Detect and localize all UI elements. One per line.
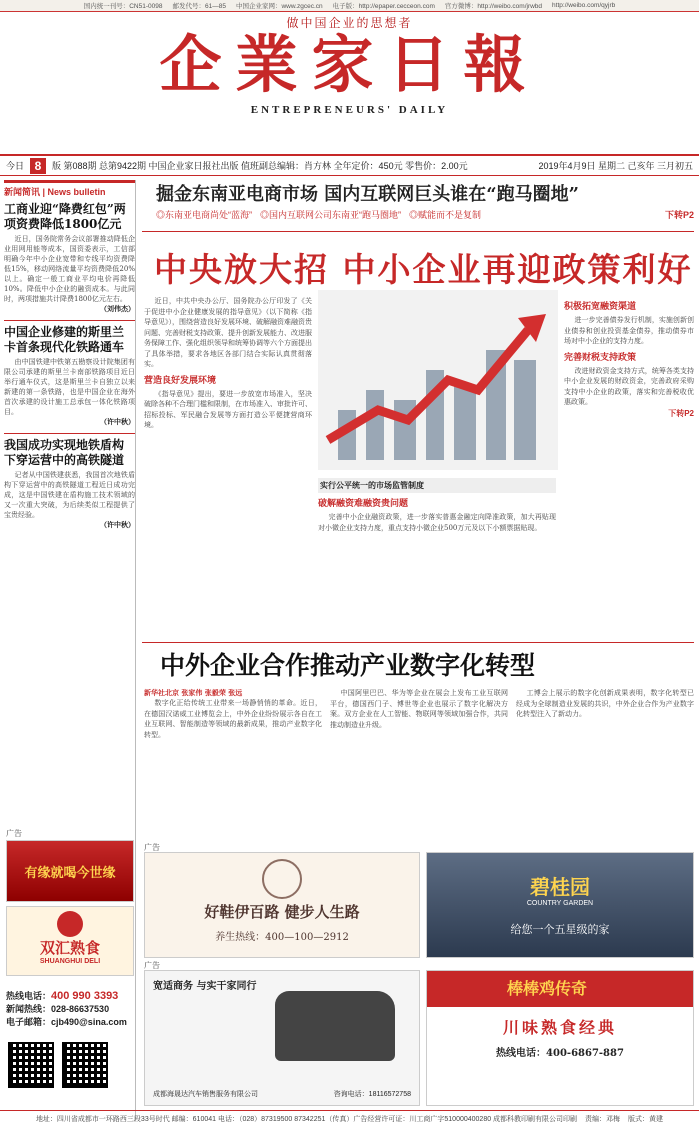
teaser-link[interactable]: ◎赋能而不是复制 [409,210,482,220]
ad-label: 广告 [6,829,22,838]
lead-col-1 [144,296,312,636]
topbar-item[interactable]: http://weibo.com/qyjrb [552,2,616,9]
shoe-ad-phone[interactable]: 养生热线：400—100—2912 [215,932,349,943]
email-address[interactable]: cjb490@sina.com [51,1017,127,1027]
lead-paragraph: 进一步完善债券发行机制，实施创新创业债券和创业投资基金债券，推动债券市场对中小企业的支持力度。 [564,316,694,345]
second-paragraph: 工博会上展示的数字化创新成果表明，数字化转型已经成为全球制造业发展的共识，中外企业合作为产业数字化转型注入了新动力。 [516,689,694,718]
teaser-link[interactable]: ◎东南亚电商尚处“蓝海” [156,210,253,220]
teaser-page-ref[interactable]: 下转P2 [664,210,694,220]
newspaper-title: 企業家日報 [159,28,540,101]
lead-subhead: 积极拓宽融资渠道 [564,302,637,312]
food-slogan: 川味熟食经典 [502,1018,617,1037]
issue-date: 2019年4月9日 星期二 己亥年 三月初五 [538,161,693,171]
newsline-number[interactable]: 028-86637530 [51,1004,110,1014]
car-ad[interactable] [144,970,420,1106]
article-author: （刘伟杰） [100,304,135,313]
email-label: 电子邮箱： [6,1017,52,1027]
newspaper-title-en: ENTREPRENEURS' DAILY [250,104,449,116]
article-title[interactable]: 工商业迎“降费红包”两项资费降低1800亿元 [4,202,126,231]
page-number-badge: 8 [30,158,46,174]
bangbangji-ad[interactable] [426,970,694,1106]
topbar-item: 邮发代号：61—85 [172,3,226,10]
lead-page-ref[interactable]: 下转P2 [668,408,694,418]
news-bulletin-column [4,180,136,1120]
article-author: （许中秋） [100,520,135,529]
second-story-body [144,688,694,838]
food-phone[interactable]: 热线电话：400-6867-887 [496,1048,624,1059]
section-header: 新闻简讯 | News bulletin [4,180,135,198]
qr-code-icon[interactable] [62,1042,108,1088]
second-headline[interactable]: 中外企业合作推动产业数字化转型 [160,651,536,680]
today-label: 今日 [6,161,25,171]
hotline-label: 热线电话： [6,991,52,1001]
shoe-ad-title: 好鞋伊百路 健步人生路 [204,903,360,921]
contact-info [6,990,134,1029]
lead-subhead: 营造良好发展环境 [144,375,217,386]
qr-code-icon[interactable] [8,1042,54,1088]
ad-brand-en: SHUANGHUI DELI [39,958,101,965]
qr-codes [8,1042,108,1088]
divider [142,642,694,643]
jinshiyuan-ad[interactable] [6,840,134,902]
lead-paragraph: 《指导意见》提出，要进一步放宽市场准入，坚决破除各种不合理门槛和限制，在市场准入、审批许可、招标投标、军民融合发展等方面打造公平便捷营商环境。 [144,389,312,429]
issue-details: 版 第088期 总第9422期 中国企业家日报社出版 值班副总编辑：肖方林 全年定价：450元 零售价：2.00元 [52,161,468,171]
footer [0,1110,699,1126]
teaser-box [142,182,694,232]
newsline-label: 新闻热线： [6,1004,52,1014]
footer-text: 地址：四川省成都市一环路西三段33号时代 邮编：610041 电话：（028）87319500 87342251（传真）广告经营许可证：川工商广字510000400280 成都科教印刷有限公司印刷 [35,1115,578,1123]
article-body: 记者从中国铁建获悉，我国首次地铁盾构下穿运营中的高铁隧道工程近日成功完成，这是中国铁建在盾构施工技术领域的又一次重大突破，为后续类似工程提供了宝贵经验。 [4,471,135,519]
teaser-link[interactable]: ◎国内互联网公司东南亚“跑马圈地” [260,210,402,220]
shuanghui-logo-icon [57,911,83,937]
bulletin-article [4,433,135,530]
lead-col-3 [564,296,694,636]
country-garden-ad[interactable] [426,852,694,958]
lead-headline[interactable]: 中央放大招 中小企业再迎政策利好 [154,250,693,289]
lead-paragraph: 改进财政资金支持方式，统筹各类支持中小企业发展的财政资金，完善政府采购支持中小企业的政策，落实和完善税收优惠政策。 [564,366,694,406]
lead-paragraph: 近日，中共中央办公厅、国务院办公厅印发了《关于促进中小企业健康发展的指导意见》（以下简称《指导意见》），围绕营造良好发展环境、破解融资难融资贵问题、完善财税支持政策、提升创新发展能力、改进服务保障工作、强化组织领导和统筹协调等六个方面提出了具体举措，要求各地区各部门结合实际认真贯彻落实。 [144,297,312,368]
car-phone[interactable]: 咨询电话：18116572758 [333,1091,411,1098]
growth-arrow-illustration [318,290,558,470]
lead-subhead: 完善财税支持政策 [564,352,637,363]
article-body: 近日，国务院常务会议部署推动降低企业用网用能等成本，国资委表示，工信部明确今年中小企业宽带和专线平均资费降低15%，移动网络流量平均资费降低20%以上。确定一般工商业平均电价再降低10%。降低中小企业的融资成本。与此同时，两项措施共计降费1800亿元左右。 [4,235,135,303]
topbar-item: 国内统一刊号：CN51-0098 [83,3,163,10]
ad-label: 广告 [144,843,160,852]
ad-text: 有缘就喝今世缘 [24,865,116,881]
topbar-item[interactable]: 中国企业家网：www.zgcec.cn [235,3,323,10]
food-brand: 棒棒鸡传奇 [427,971,693,1007]
bgy-brand-en: COUNTRY GARDEN [526,900,594,907]
lead-col-2 [318,478,556,638]
shoe-ad[interactable] [144,852,420,958]
bgy-brand: 碧桂园 [530,875,590,899]
topbar-item[interactable]: 电子版：http://epaper.cecceon.com [332,3,435,10]
article-title[interactable]: 我国成功实现地铁盾构下穿运营中的高铁隧道 [4,438,125,467]
teaser-headline[interactable]: 掘金东南亚电商市场 国内互联网巨头谁在“跑马圈地” [156,184,579,205]
teaser-links [142,208,694,221]
article-body: 由中国铁建中铁第五勘察设计院集团有限公司承建的斯里兰卡南部铁路项目近日举行通车仪式，这是斯里兰卡自独立以来新建的第一条铁路，也是中国企业在海外首次承建的设计施工总承包一体化铁路项目。 [4,358,135,416]
car-image [275,991,395,1061]
second-byline: 新华社北京 张家伟 张毅荣 张远 [144,688,243,697]
car-dealer: 成都海晟达汽车销售服务有限公司 [153,1091,258,1098]
topbar-item[interactable]: 官方微博：http://weibo.com/jrwbd [444,3,543,10]
bulletin-article [4,320,135,427]
slogan: 做中国企业的思想者 [286,16,413,30]
lead-box-title: 实行公平统一的市场监管制度 [318,478,556,493]
footer-designer: 版式：黄建 [628,1115,664,1123]
footer-editor: 责编：邓梅 [585,1115,621,1123]
shuanghui-ad[interactable] [6,906,134,976]
top-info-bar [0,0,699,12]
second-paragraph: 数字化正给传统工业带来一场静悄悄的革命。近日，在德国汉诺威工业博览会上，中外企业纷纷展示各自在工业互联网、智能制造等领域的最新成果，推动产业数字化转型。 [144,699,322,739]
second-paragraph: 中国阿里巴巴、华为等企业在展会上发布工业互联网平台，德国西门子、博世等企业也展示了数字化解决方案。双方企业在人工智能、物联网等领域加强合作，共同推动制造业升级。 [330,689,508,729]
article-author: （许中秋） [100,417,135,426]
lead-subhead: 破解融资难融资贵问题 [318,499,409,509]
bulletin-article [4,202,135,314]
ad-brand: 双汇熟食 [39,939,100,957]
hotline-number[interactable]: 400 990 3393 [51,990,119,1002]
article-title[interactable]: 中国企业修建的斯里兰卡首条现代化铁路通车 [4,325,125,354]
ad-label: 广告 [144,961,160,970]
issue-info-bar [0,154,699,176]
lead-paragraph: 完善中小企业融资政策，进一步落实普惠金融定向降准政策，加大再贴现对小微企业支持力度，重点支持小微企业500万元及以下小额票据贴现。 [318,513,556,532]
bgy-slogan: 给您一个五星级的家 [510,923,610,936]
car-ad-text: 宽适商务 与实干家同行 [153,981,257,992]
shoe-brand-logo-icon [262,859,302,899]
